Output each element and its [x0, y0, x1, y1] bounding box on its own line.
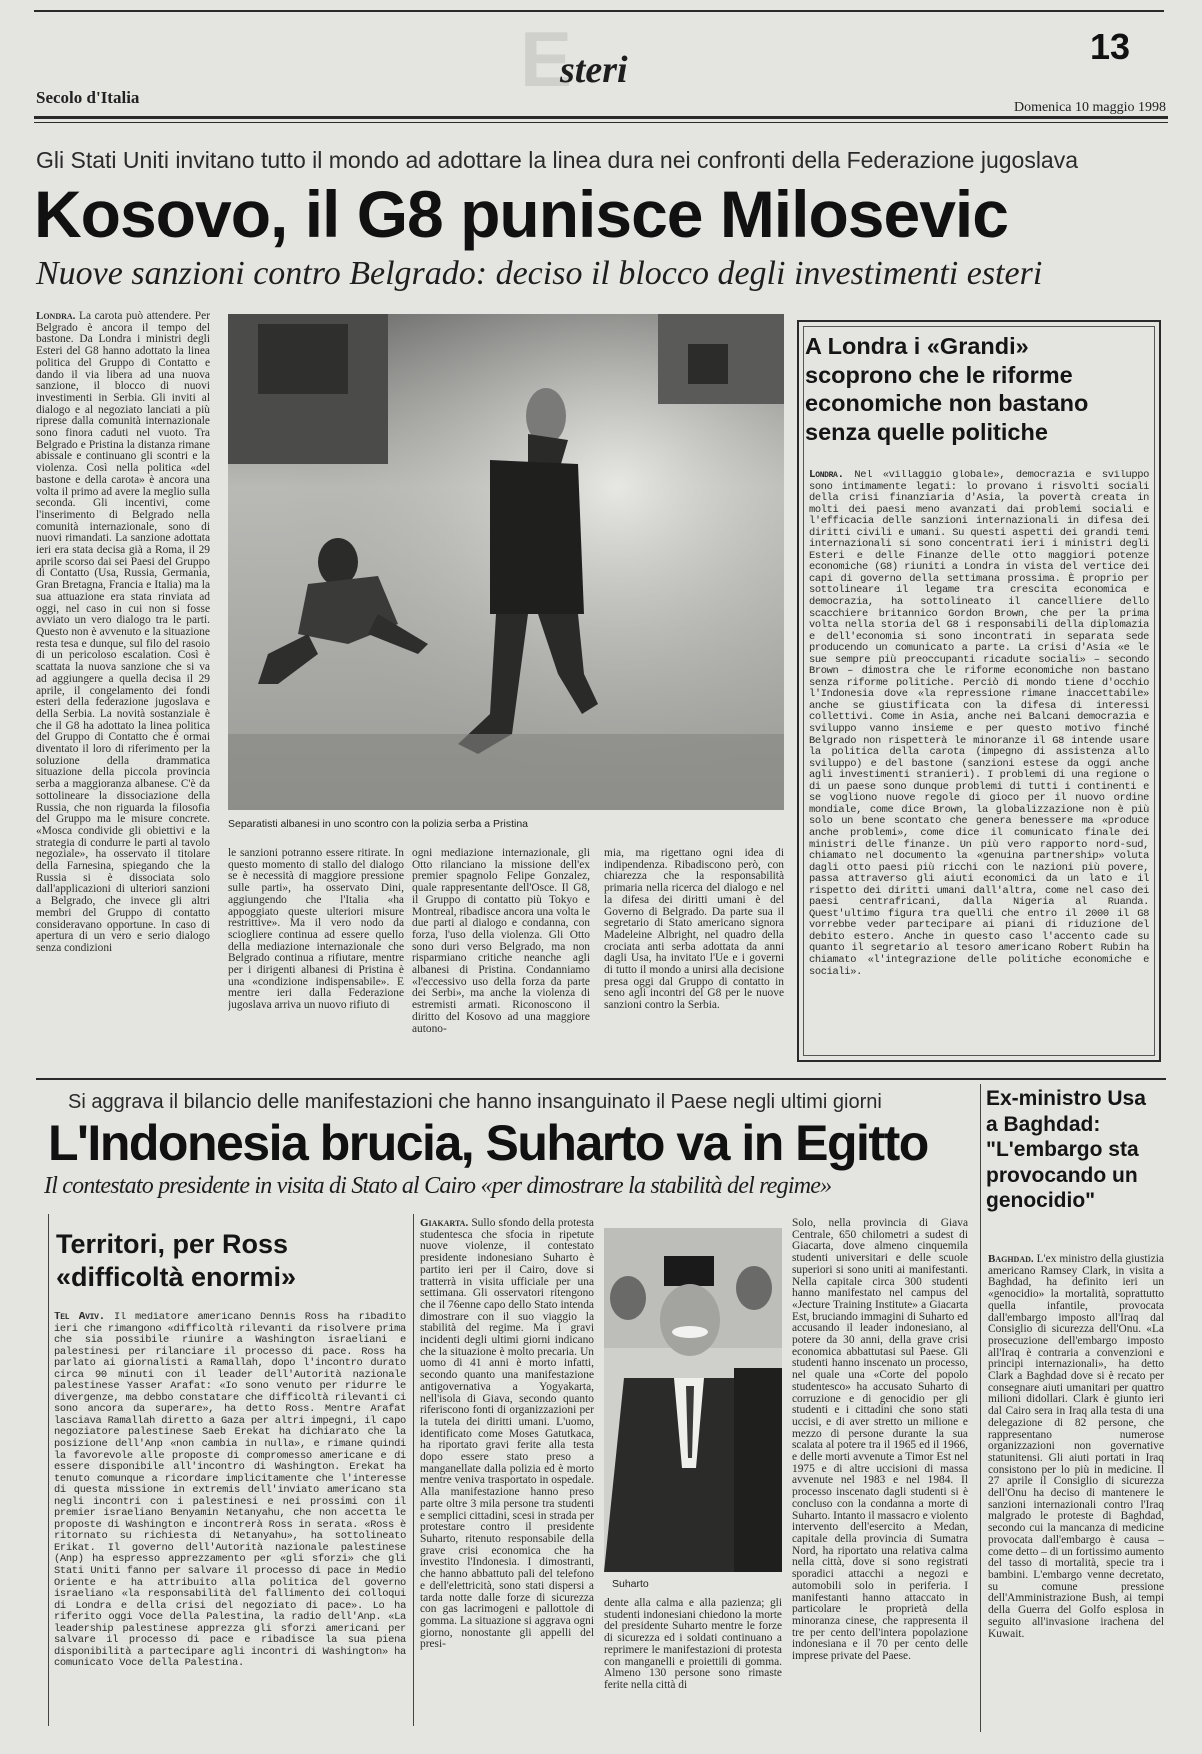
section-divider — [36, 1078, 1166, 1080]
kosovo-kicker: Gli Stati Uniti invitano tutto il mondo ad adottare la linea dura nei confronti della Federazione jugoslava — [36, 147, 1079, 173]
ross-title: Territori, per Ross «difficoltà enormi» — [56, 1229, 297, 1292]
kosovo-text-2: le sanzioni potranno essere ritirate. In questo momento di stallo del dialogo se è necessità di maggiore pressione sulle parti», ha osservato Dini, aggiungendo che l'Italia «ha appoggiato queste ulteriori misure restrittive». Ma il vero nodo da sciogliere continua ad essere quello della mediazione internazionale che Belgrado continua a rifiutare, mentre per i dirigenti albanesi di Pristina è una «condizione indispensabile». E mentre ieri dalla Federazione jugoslava arriva un nuovo rifiuto di — [228, 848, 404, 1012]
london-box-body: Nel «villaggio globale», democrazia e sviluppo sono intimamente legati: lo provano i risvolti sociali della crisi finanziaria d'Asia, la povertà creata in molti dei paesi meno avanzati dai problemi sociali e l'efficacia delle sanzioni internazionali in difesa dei diritti civili e umani. Su questi aspetti dei grandi temi internazionali si sono concentrati ieri i ministri degli Esteri e delle Finanze delle otto maggiori potenze economiche (G8) riuniti a Londra in vista del vertice dei capi di governo della settimana prossima. È proprio per sottolineare il legame tra crescita economica e democrazia, ha sottolineato il cancelliere dello scacchiere britannico Gordon Brown, che per la prima volta nella storia del G8 i responsabili della diplomazia e dell'economia si sono incontrati in separata sede producendo un comunicato a parte. La crisi d'Asia «e le sue sempre più preoccupanti ricadute sociali» – secondo Brown – dimostra che le riforme economiche non bastano senza riforme politiche. Perciò di mondo tiene d'occhio l'Indonesia dove «la repressione rimane inaccettabile» anche se giustificata con la difesa di interessi collettivi. Come in Asia, anche nei Balcani democrazia e sviluppo vanno insieme e per questo motivo finché Belgrado non rispetterà le minoranze il G8 intende usare la politica della carota (impegno di assistenza allo sviluppo) e del bastone (sanzioni estese da oggi anche agli investimenti stranieri). I problemi di una regione o di un paese sono dunque problemi di tutti i continenti e se vogliono nuove regole di gioco per il nuovo ordine mondiale, come dice Brown, la globalizzazione non è più solo un bene scontato che genera benessere ma «produce anche problemi», come dice il comunicato finale dei ministri delle finanze. Un più vero rapporto nord-sud, chiamato nel documento la «genuina partnership» voluta dagli otto paesi più ricchi con le nazioni più povere, passa attraverso gli aiuti economici da un lato e il rispetto dei diritti umani dall'altra, come nel caso dei paesi centrafricani, dalla Nigeria al Ruanda. Quest'ultimo figura tra quelli che entro il 2000 il G8 vorrebbe veder partecipare ai piani di riduzione del debito estero. Anche in questo caso l'accento cade su quanto il segretario al tesoro americano Robert Rubin ha chiamato «l'integrazione delle politiche economiche e sociali». — [809, 470, 1149, 978]
kosovo-headline: Kosovo, il G8 punisce Milosevic — [34, 177, 1008, 251]
masthead-rule — [34, 116, 1168, 119]
kosovo-text-4: mia, ma rigettano ogni idea di indipendenza. Ribadiscono però, con chiarezza che la responsabilità primaria nella ricerca del dialogo e nel la difesa dei diritti umani è del Governo di Belgrado. Da parte sua il segretario di Stato americano signora Madeleine Albright, nel quadro della crociata anti serba adottata da anni dagli Usa, ha invitato l'Ue e i governi di tutto il mondo a unirsi alla decisione presa oggi dal Gruppo di contatto in seno agli incontri del G8 per le nuove sanzioni contro la Serbia. — [604, 848, 784, 1012]
suharto-photo-image — [604, 1228, 782, 1572]
kosovo-column-2 — [228, 848, 404, 1048]
indonesia-subhead: Il contestato presidente in visita di Stato al Cairo «per dimostrare la stabilità del regime» — [44, 1173, 832, 1199]
kosovo-column-4 — [604, 848, 784, 1048]
kosovo-photo-image — [228, 314, 784, 810]
kosovo-subhead: Nuove sanzioni contro Belgrado: deciso il blocco degli investimenti esteri — [36, 255, 1043, 292]
clark-dateline: Baghdad. — [988, 1254, 1034, 1265]
clark-text — [988, 1254, 1164, 1734]
kosovo-text-1: La carota può attendere. Per Belgrado è ancora il tempo del bastone. Da Londra i ministri degli Esteri del G8 hanno adottato la linea politica del Gruppo di Contatto e dando il via libera ad una nuova sanzione, il blocco di nuovi investimenti in Serbia. Gli inviti al dialogo e al negoziato lanciati a più riprese dalla comunità internazionale sono finora caduti nel vuoto. Tra Belgrado e Pristina la distanza rimane abissale e continuano gli scontri e la violenza. Così nella politica «del bastone e della carota» è ancora una volta il primo ad avere la meglio sulla seconda. Gli incentivi, come l'inserimento di Belgrado nella comunità internazionale, sono di nuovi rimandati. La sanzione adottata ieri era stata decisa già a Roma, il 29 aprile scorso dai sei Paesi del Gruppo di Contatto (Usa, Russia, Germania, Gran Bretagna, Francia e Italia) ma la sua attuazione era stata rinviata ad oggi, nel caso in cui non si fosse avviato un vero dialogo tra le parti. Questo non è avvenuto e la situazione resta tesa e dunque, sul filo del rasoio di un pericoloso escalation. Così è scattata la nuova sanzione che si va ad aggiungere a quella decisa il 29 aprile, il congelamento dei fondi esteri della federazione jugoslava e della Serbia. La novità sostanziale è che il G8 ha adottato la linea politica del Gruppo di Contatto che è ormai diventato il loro di riferimento per la soluzione della drammatica situazione della piccola provincia serba a maggioranza albanese. C'è da sottolineare la dissociazione della Russia, che non riguarda la filosofia del Gruppo ma le misure concrete. «Mosca condivide gli obiettivi e la strategia di condurre le parti al tavolo negoziale», ha osservato il titolare della Farnesina, spiegando che la Russia si è dissociata solo dall'applicazioni di ulteriori sanzioni a Belgrado, che invece gli altri membri del Gruppo di contatto consideravano opportune. In caso di apertura di un vero e serio dialogo senza condizioni — [36, 311, 210, 954]
page-number: 13 — [1090, 26, 1131, 67]
masthead-rule-top — [34, 10, 1164, 12]
ross-body: Il mediatore americano Dennis Ross ha ribadito ieri che rimangono «difficoltà rilevanti da risolvere prima che sia possibile riunire a Washington israeliani e palestinesi per rilanciare il processo di pace. Ross ha parlato ai giornalisti a Ramallah, dopo l'incontro durato circa 90 minuti con il leader dell'Autorità nazionale palestinese Yasser Arafat: «Io sono venuto per ridurre le divergenze, ma debbo constatare che difficoltà rilevanti ci sono ancora da superare», ha detto Ross. Mentre Arafat lasciava Ramallah diretto a Gaza per altri impegni, il capo negoziatore palestinese Saeb Erekat ha dichiarato che la posizione dell'Anp «non cambia in nulla», e rimane quindi la favorevole alle proposte di compromesso americane e di essere disponibile all'incontro di Washington. Erekat ha tenuto comunque a ricordare implicitamente che l'interesse di questa missione in extremis dell'inviato americano sta negli incontri con i palestinesi e nei prossimi con il premier israeliano Benyamin Netanyahu, che non accetta le proposte di Washington e incontrerà Ross in serata. «Ross è ritornato su richiesta di Netanyahu», ha sottolineato Erikat. Il governo dell'Autorità nazionale palestinese (Anp) ha espresso apprezzamento per «gli sforzi» che gli Stati Uniti fanno per salvare il processo di pace in Medio Oriente e ha attribuito alla politica del governo israeliano «la responsabilità del fallimento dei colloqui di Londra e della crisi del negoziato di pace». Lo ha riferito oggi Voce della Palestina, la radio dell'Anp. «La leadership palestinese apprezza gli sforzi americani per salvare il processo di pace e ribadisce la sua piena disponibilità a partecipare agli incontri di Washington» ha comunicato Voce della Palestina. — [54, 1312, 406, 1670]
london-box — [797, 320, 1161, 1062]
kosovo-column-3 — [412, 848, 590, 1048]
indonesia-column-mid — [604, 1598, 782, 1730]
clark-divider — [980, 1084, 981, 1732]
clark-body: L'ex ministro della giustizia americano Ramsey Clark, in visita a Baghdad, ha definito ieri un «genocidio» la mortalità, soprattutto quella infantile, provocata dall'embargo imposto all'Iraq dal Consiglio di sicurezza dell'Onu. «La prosecuzione dell'embargo imposto all'Iraq è contraria a convenzioni e principi internazionali», ha detto Clark a Baghdad dove si è recato per consegnare aiuti umanitari per quattro milioni didollari. Clark è giunto ieri dal Cairo sera in Iraq alla testa di una delegazione di 82 persone, che rappresentano numerose organizzazioni non governative statunitensi. Gli aiuti portati in Iraq consistono per lo più in medicine. Il 27 aprile il Consiglio di sicurezza dell'Onu ha deciso di mantenere le sanzioni internazionali contro l'Iraq malgrado le proteste di Baghdad, secondo cui la mancanza di medicine provocata dall'embargo è causa – come detto – di un fortissimo aumento del tasso di mortalità, specie tra i bambini. L'embargo venne decretato, su comune pressione dell'Amministrazione Bush, ai tempi della Guerra del Golfo esplosa in seguito all'invasione irachena del Kuwait. — [988, 1254, 1164, 1640]
kosovo-column-1 — [36, 311, 210, 1071]
indonesia-kicker: Si aggrava il bilancio delle manifestazioni che hanno insanguinato il Paese negli ultimi giorni — [68, 1091, 882, 1113]
issue-date: Domenica 10 maggio 1998 — [1013, 100, 1166, 115]
london-box-title: A Londra i «Grandi» scoprono che le riforme economiche non bastano senza quelle politiche — [805, 333, 1089, 445]
london-box-dateline: Londra. — [809, 470, 844, 481]
paper-name: Secolo d'Italia — [36, 88, 140, 107]
kosovo-dateline: Londra. — [36, 311, 76, 322]
indonesia-text-mid: dente alla calma e alla pazienza; gli studenti indonesiani chiedono la morte del presidente Suharto mentre le forze di sicurezza ed i soldati continuano a reprimere le manifestazioni di protesta con manganelli e proiettili di gomma. Almeno 130 persone sono rimaste ferite nella città di — [604, 1598, 782, 1691]
kosovo-text-3: ogni mediazione internazionale, gli Otto rilanciano la missione dell'ex premier spagnolo Felipe Gonzalez, quale rappresentante dell'Osce. Il G8, il Gruppo di contatto più Tokyo e Montreal, ribadisce ancora una volta le due parti al dialogo e condanna, con forza, l'uso della violenza. Gli Otto sono duri verso Belgrado, ma non risparmiano critiche neanche agli albanesi di Pristina. Condanniamo «l'eccessivo uso della forza da parte dei Serbi», ma anche la violenza di estremisti armati. Riconoscono il diritto del Kosovo ad una maggiore autono- — [412, 848, 590, 1035]
london-box-text — [809, 470, 1149, 1054]
indonesia-column-1 — [420, 1218, 594, 1736]
indonesia-text-1: Sullo sfondo della protesta studentesca che sfocia in ripetute nuove violenze, il contestato presidente indonesiano Suharto è partito ieri per il Cairo, dove si tratterrà in visita ufficiale per una settimana. Gli osservatori ritengono che il 76enne capo dello Stato intenda dimostrare con il suo viaggio la stabilità del regime. Ma i gravi incidenti degli ultimi giorni indicano che la situazione è molto precaria. Un uomo di 41 anni è morto infatti, secondo quanto una manifestazione antigovernativa a Yogyakarta, nell'isola di Giava, secondo quanto riferiscono fonti di organizzazioni per la tutela dei diritti umani. L'uomo, identificato come Moses Gatutkaca, ha riportato gravi ferite alla testa dopo essere stato preso a manganellate dalla polizia ed è morto mentre veniva trasportato in ospedale. Alla manifestazione hanno preso parte oltre 3 mila persone tra studenti e semplici cittadini, scesi in strada per protestare contro il presidente Suharto, ritenuto responsabile della grave crisi economica che ha investito l'Indonesia. I dimostranti, che hanno abbattuto pali del telefono e dell'elettricità, sono stati dispersi a tarda notte dalle forze di sicurezza con gas lacrimogeni e pallottole di gomma. La situazione si aggrava ogni giorno, nonostante gli appelli del presi- — [420, 1218, 594, 1651]
masthead-rule-thin — [34, 122, 1168, 123]
section-title-initial: E — [520, 15, 573, 103]
kosovo-photo — [228, 314, 784, 810]
clark-title: Ex-ministro Usa a Baghdad: "L'embargo sta provocando un genocidio" — [986, 1087, 1146, 1212]
indonesia-dateline: Giakarta. — [420, 1218, 469, 1229]
ross-dateline: Tel Aviv. — [54, 1312, 105, 1323]
suharto-photo — [604, 1228, 782, 1572]
kosovo-photo-caption: Separatisti albanesi in uno scontro con la polizia serba a Pristina — [228, 818, 529, 830]
indonesia-column-2 — [792, 1218, 968, 1736]
section-title-rest: steri — [560, 49, 628, 91]
suharto-caption: Suharto — [612, 1578, 649, 1590]
section-title — [520, 15, 680, 103]
ross-text — [54, 1312, 406, 1722]
indonesia-text-2: Solo, nella provincia di Giava Centrale, 650 chilometri a sudest di Giacarta, dove almeno cinquemila studenti universitari e delle scuole superiori si sono uniti ai manifestanti. Nella capitale circa 300 studenti hanno manifestato nel campus del «Jecture Training Institute» a Giacarta Est, bruciando immagini di Suharto ed accusando il leader indonesiano, al potere da 30 anni, della grave crisi economica abbattutasi sul Paese. Gli studenti hanno inscenato un processo, nel quale una «Corte del popolo studentesco» ha accusato Suharto di corruzione e di genocidio per gli studenti e i cittadini che sono stati uccisi, e di aver stretto un milione e mezzo di persone durante la sua scalata al potere tra il 1965 ed il 1966, e delle morti avvenute a Timor Est nel 1975 e di altre uccisioni di massa avvenute nel 1983 e nel 1984. Il processo inscenato dagli studenti si è concluso con la condanna a morte di Suharto. Intanto il massacro e violento intervento dell'esercito a Medan, capitale della provincia di Sumatra Nord, ha riportato una relativa calma nella città, dove si sono registrati sporadici attacchi a negozi e automobili solo in periferia. I manifestanti hanno attaccato in particolare le proprietà della minoranza cinese, che rappresenta il tre per cento dell'intera popolazione indonesiana e il 70 per cento delle imprese private del Paese. — [792, 1218, 968, 1663]
indonesia-headline: L'Indonesia brucia, Suharto va in Egitto — [48, 1115, 928, 1171]
